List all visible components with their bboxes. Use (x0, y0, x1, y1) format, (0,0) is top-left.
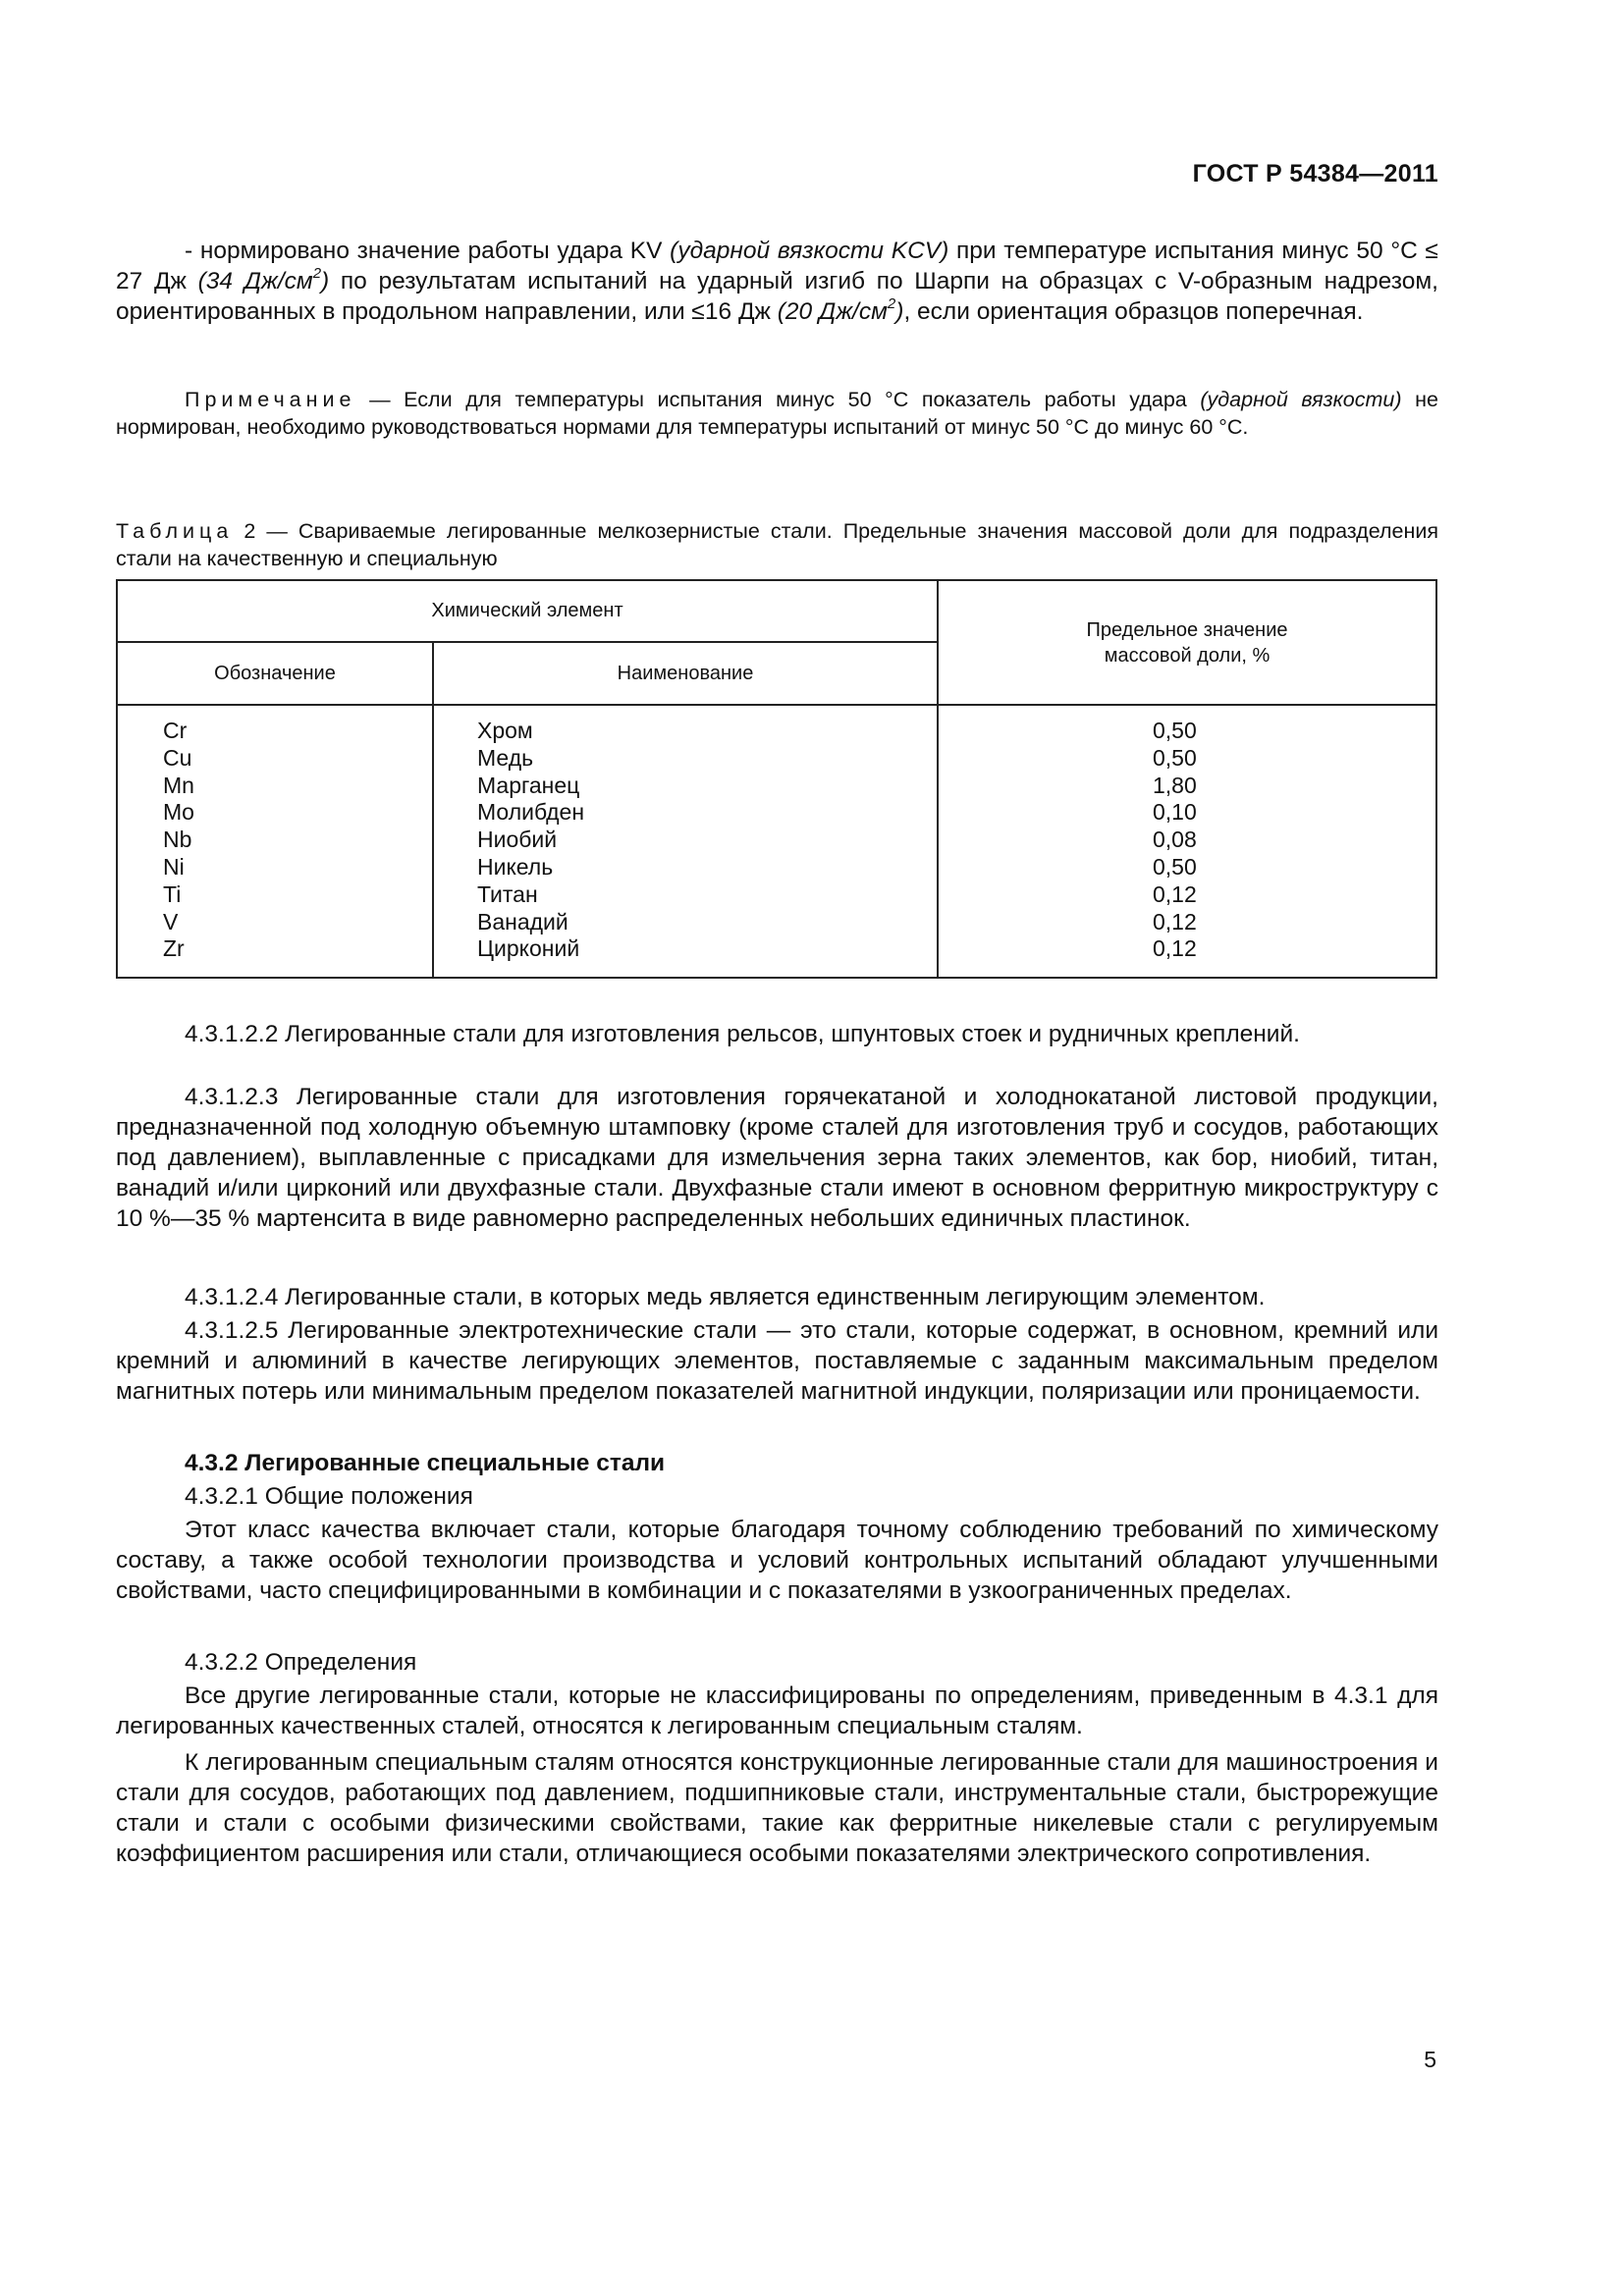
text-span: по результатам испытаний на ударный изгиб по Шарпи на образцах с V-образным надрезом, ориентированных в продольном направлении, или ≤16 Дж (116, 268, 1438, 325)
cell-name: Никель (477, 853, 554, 880)
table-header-row (117, 580, 1436, 642)
paragraph-4-3-1-2-2: 4.3.1.2.2 Легированные стали для изготовления рельсов, шпунтовых стоек и рудничных креплений. (185, 1021, 1300, 1047)
note-label: Примечание (185, 388, 356, 411)
paragraph-4-3-1-2-4: 4.3.1.2.4 Легированные стали, в которых медь является единственным легирующим элементом. (185, 1284, 1266, 1310)
cell-name: Цирконий (477, 935, 580, 962)
header-limit-value: Предельное значение массовой доли, % (938, 580, 1436, 705)
cell-value: 0,50 (1153, 744, 1197, 771)
cell-value: 0,12 (1153, 908, 1197, 934)
header-chemical-element: Химический элемент (117, 580, 938, 642)
subsection-heading-4-3-2-1: 4.3.2.1 Общие положения (185, 1483, 473, 1510)
text-span: ) (895, 298, 904, 325)
italic-span: (ударной вязкости) (1200, 388, 1402, 411)
cell-name: Хром (477, 718, 533, 743)
cell-symbol: Mn (163, 772, 194, 798)
italic-span: (ударной вязкости KCV) (670, 238, 949, 264)
cell-value: 1,80 (1153, 772, 1197, 798)
text-span: (34 Дж/см (197, 268, 313, 294)
paragraph-4-3-1-2-5: 4.3.1.2.5 Легированные электротехнические стали — это стали, которые содержат, в основном, кремний или кремний и алюминий в качестве легирующих элементов, поставляемые с заданным максимальным пределом магнитных потерь или минимальным пределом показателей магнитной индукции, поляризации или проницаемости. (116, 1317, 1438, 1405)
cell-symbol: Zr (163, 935, 185, 962)
text-span: при температуре испытания минус 50 °С ≤ 27 Дж (116, 238, 1438, 294)
paragraph-4-3-2-2-a: Все другие легированные стали, которые не классифицированы по определениям, приведенным в 4.3.1 для легированных качественных сталей, относятся к легированным специальным сталям. (116, 1682, 1438, 1739)
steel-limits-table (116, 579, 1437, 979)
table-body-row (117, 705, 1436, 978)
subsection-heading-4-3-2-2: 4.3.2.2 Определения (185, 1649, 417, 1676)
paragraph-impact-work (116, 236, 1438, 327)
text-span: не нормирован, необходимо руководствоваться нормами для температуры испытаний от минус 50 °С до минус 60 °С. (116, 388, 1438, 439)
superscript: 2 (312, 264, 322, 282)
italic-span (777, 294, 904, 325)
cell-name: Молибден (477, 799, 585, 826)
names-column (433, 705, 938, 978)
header-symbol: Обозначение (117, 642, 433, 705)
text-span: ) (321, 268, 330, 294)
cell-value: 0,12 (1153, 881, 1197, 907)
paragraph-4-3-2-1: Этот класс качества включает стали, которые благодаря точному соблюдению требований по химическому составу, а также особой технологии производства и условий контрольных испытаний обладают улучшенными свойствами, часто специфицированными в комбинации и с показателями в узкоограниченных пределах. (116, 1517, 1438, 1604)
table-caption (116, 517, 1438, 572)
superscript: 2 (887, 294, 896, 312)
cell-symbol: V (163, 908, 179, 934)
text-span: — Если для температуры испытания минус 50 °С показатель работы удара (355, 388, 1201, 411)
italic-span (197, 264, 330, 294)
document-header: ГОСТ Р 54384—2011 (1192, 160, 1438, 187)
cell-symbol: Mo (163, 799, 194, 826)
cell-symbol: Ti (163, 881, 182, 907)
cell-name: Титан (477, 881, 538, 907)
header-name: Наименование (433, 642, 938, 705)
cell-symbol: Nb (163, 827, 192, 853)
cell-symbol: Cr (163, 718, 188, 743)
cell-value: 0,10 (1153, 799, 1197, 826)
text-span: (20 Дж/см (777, 298, 888, 325)
note-paragraph (116, 386, 1438, 441)
cell-name: Марганец (477, 772, 580, 798)
cell-name: Ванадий (477, 908, 568, 934)
table-caption-text: 2 — Свариваемые легированные мелкозернистые стали. Предельные значения массовой доли для подразделения стали на качественную и специальную (116, 519, 1438, 570)
cell-value: 0,08 (1153, 827, 1197, 853)
symbols-column (117, 705, 433, 978)
cell-name: Медь (477, 744, 534, 771)
text-span: - нормировано значение работы удара KV (185, 238, 671, 264)
text-span: , если ориентация образцов поперечная. (903, 298, 1364, 325)
paragraph-4-3-2-2-b: К легированным специальным сталям относятся конструкционные легированные стали для машиностроения и стали для сосудов, работающих под давлением, подшипниковые стали, инструментальные стали, быстрорежущие стали и стали с особыми физическими свойствами, такие как ферритные никелевые стали с регулируемым коэффициентом расширения или стали, отличающиеся особыми показателями электрического сопротивления. (116, 1749, 1438, 1867)
table-caption-label: Таблица (116, 519, 234, 543)
section-heading-4-3-2: 4.3.2 Легированные специальные стали (185, 1450, 666, 1476)
cell-value: 0,50 (1153, 718, 1197, 743)
page-number: 5 (1424, 2047, 1436, 2072)
cell-name: Ниобий (477, 827, 558, 853)
cell-symbol: Cu (163, 744, 192, 771)
cell-symbol: Ni (163, 853, 185, 880)
paragraph-4-3-1-2-3: 4.3.1.2.3 Легированные стали для изготовления горячекатаной и холоднокатаной листовой продукции, предназначенной под холодную объемную штамповку (кроме сталей для изготовления труб и сосудов, работающих под давлением), выплавленные с присадками для измельчения зерна таких элементов, как бор, ниобий, титан, ванадий и/или цирконий или двухфазные стали. Двухфазные стали имеют в основном ферритную микроструктуру с 10 %—35 % мартенсита в виде равномерно распределенных небольших единичных пластинок. (116, 1084, 1438, 1232)
cell-value: 0,50 (1153, 853, 1197, 880)
values-column (938, 705, 1436, 978)
cell-value: 0,12 (1153, 935, 1197, 962)
